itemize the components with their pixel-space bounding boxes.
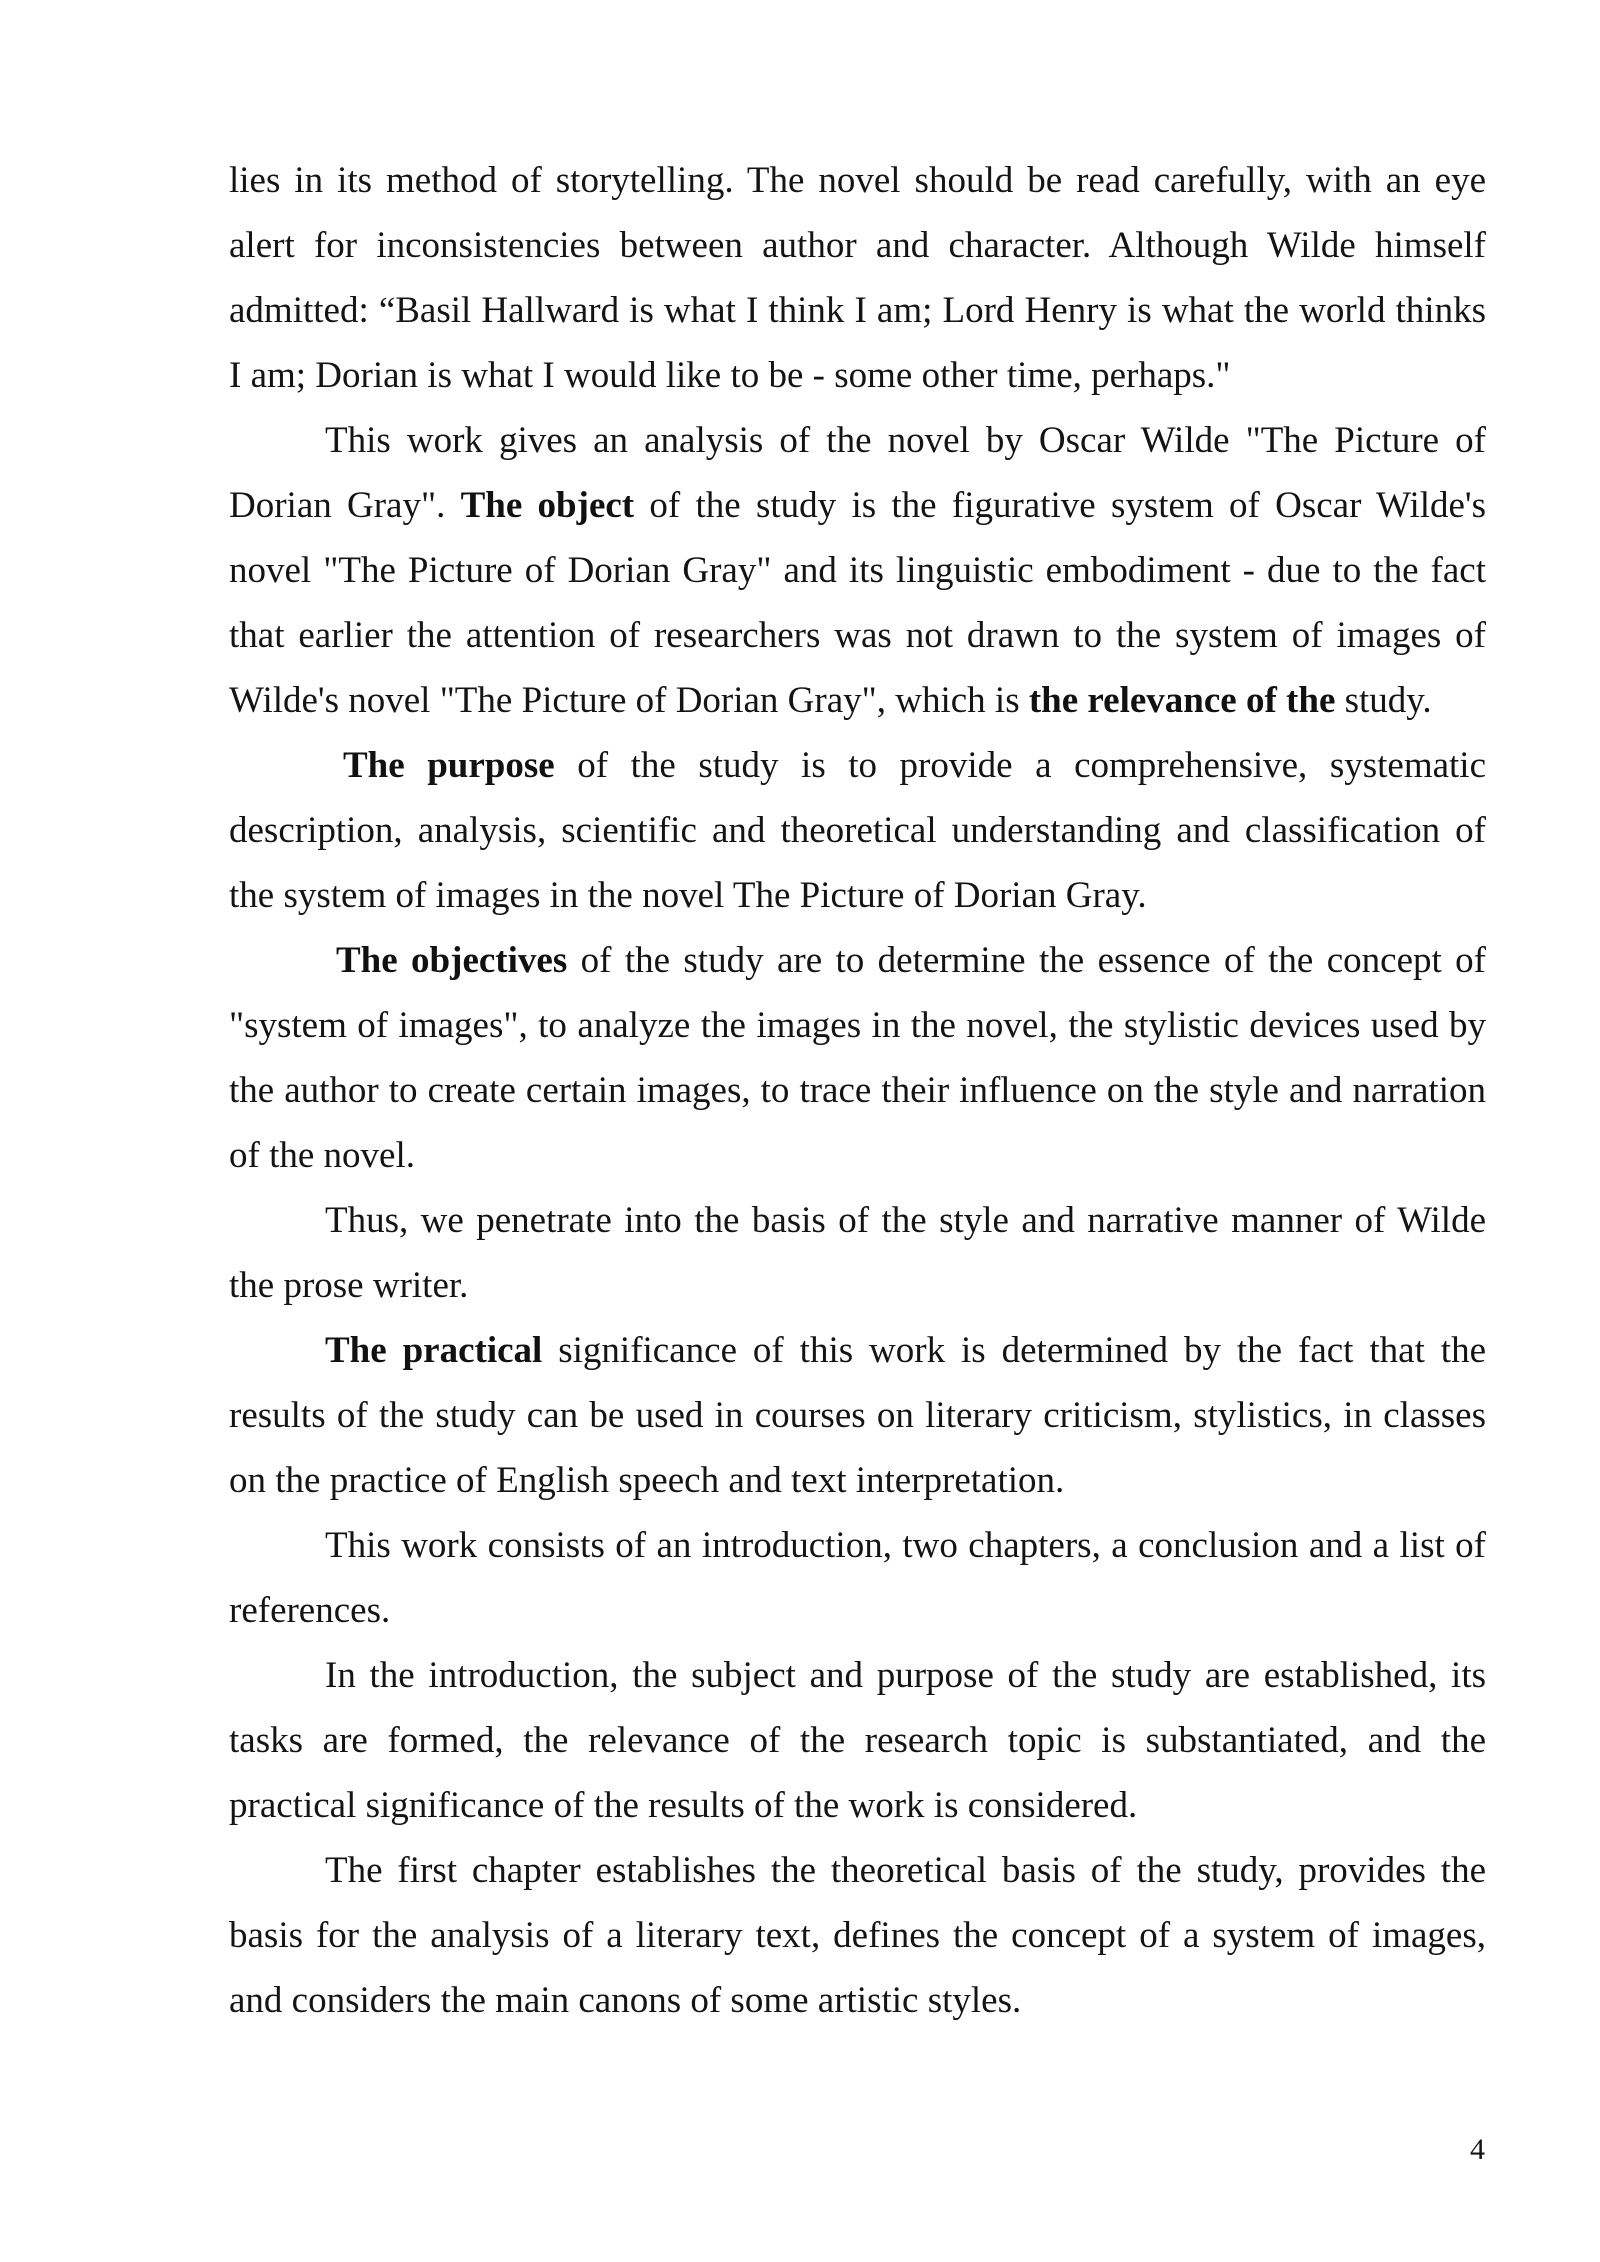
- paragraph-text: lies in its method of storytelling. The novel should be read carefully, with an eye alert for inconsistencies between author and character. Although Wilde himself admitted: “Basil Hallward is what I think I am; Lord Henry is what the world thinks I am; Dorian is what I would like to be - some other time, perhaps.": [229, 160, 1486, 396]
- paragraph-text: This work consists of an introduction, two chapters, a conclusion and a list of references.: [229, 1525, 1486, 1631]
- paragraph-practical-significance: [229, 1318, 1486, 1513]
- paragraph-text: of the study is the figurative system of Oscar Wilde's novel "The Picture of Dorian Gray" and its linguistic embodiment - due to the fact that earlier the attention of researchers was not drawn to the system of images of Wilde's novel "The Picture of Dorian Gray", which is: [229, 485, 1486, 721]
- paragraph-first-chapter-summary: [229, 1838, 1486, 2033]
- paragraph-introduction-summary: [229, 1643, 1486, 1838]
- paragraph-text: of the study is to provide a comprehensive, systematic description, analysis, scientific and theoretical understanding and classification of the system of images in the novel The Picture of Dorian Gray.: [229, 745, 1487, 916]
- page-body: [229, 148, 1486, 2033]
- paragraph-text: Thus, we penetrate into the basis of the style and narrative manner of Wilde the prose writer.: [229, 1200, 1486, 1306]
- paragraph-text: of the study are to determine the essence of the concept of "system of images", to analyze the images in the novel, the stylistic devices used by the author to create certain images, to trace their influence on the style and narration of the novel.: [229, 940, 1486, 1176]
- paragraph-text: study.: [1335, 680, 1432, 721]
- paragraph-text: The first chapter establishes the theoretical basis of the study, provides the basis for the analysis of a literary text, defines the concept of a system of images, and considers the main canons of some artistic styles.: [229, 1850, 1486, 2021]
- bold-term-objectives: The objectives: [336, 940, 568, 981]
- bold-term-relevance: the relevance of the: [1028, 680, 1336, 721]
- paragraph-purpose: [229, 733, 1486, 928]
- paragraph-objectives: [229, 928, 1486, 1188]
- bold-term-practical: The practical: [325, 1330, 543, 1371]
- paragraph-text: significance of this work is determined by the fact that the results of the study can be used in courses on literary criticism, stylistics, in classes on the practice of English speech and text interpretation.: [229, 1330, 1486, 1501]
- paragraph-text: In the introduction, the subject and purpose of the study are established, its tasks are formed, the relevance of the research topic is substantiated, and the practical significance of the results of the work is considered.: [229, 1655, 1486, 1826]
- paragraph-continuation: [229, 148, 1486, 408]
- paragraph-text: This work gives an analysis of the novel by Oscar Wilde "The Picture of Dorian Gray".: [229, 420, 1486, 526]
- bold-term-purpose: The purpose: [343, 745, 555, 786]
- paragraph-style-basis: [229, 1188, 1486, 1318]
- paragraph-structure: [229, 1513, 1486, 1643]
- bold-term-object: The object: [460, 485, 635, 526]
- page-number: 4: [1470, 2133, 1485, 2166]
- paragraph-object-relevance: [229, 408, 1486, 733]
